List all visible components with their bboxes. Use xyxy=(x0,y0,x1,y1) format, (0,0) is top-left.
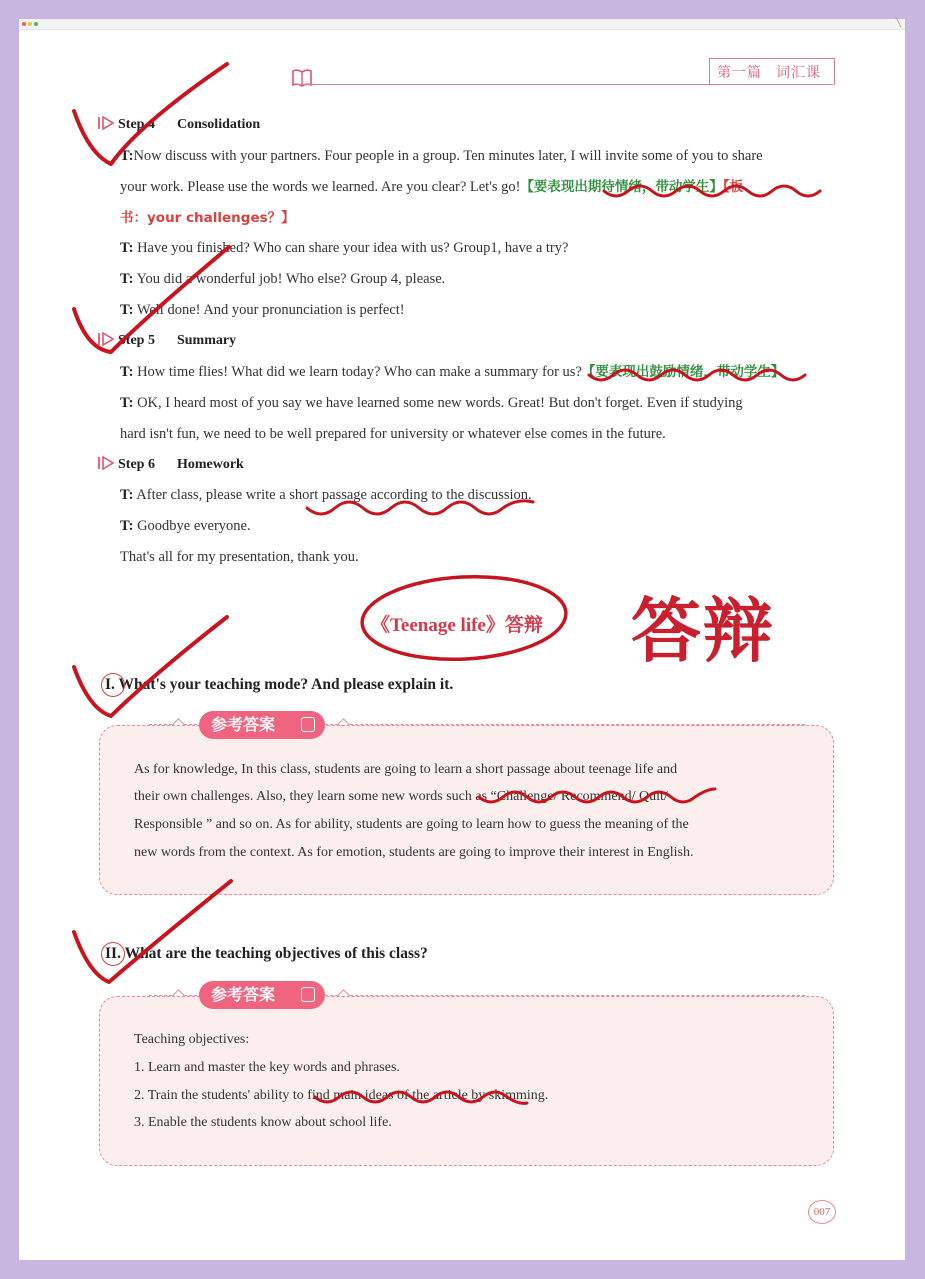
line-text: That's all for my presentation, thank you. xyxy=(120,549,359,565)
badge-label: 参考答案 xyxy=(211,715,276,734)
question-number: II. xyxy=(105,945,121,962)
speaker: T: xyxy=(120,148,134,164)
step-title: Homework xyxy=(176,457,244,472)
line-text: Well done! And your pronunciation is perfect! xyxy=(136,302,405,318)
line-text: Have you finished? Who can share your idea with us? Group1, have a try? xyxy=(137,240,569,256)
checkmark-icon xyxy=(74,247,229,352)
line-text: hard isn't fun, we need to be well prepared for university or whatever else comes in the future. xyxy=(120,426,666,442)
line-text: After class, please write a short passage according to the discussion. xyxy=(136,487,532,503)
document-page xyxy=(19,19,905,1260)
wavy-underline-icon xyxy=(604,186,820,196)
speaker: T: xyxy=(120,240,134,256)
step-label: Step 5 xyxy=(118,333,155,348)
answer-line: their own challenges. Also, they learn some new words such as “Challenge/ Recommend/ Quit/ xyxy=(134,789,668,804)
green-note: 【要表现出鼓励情绪，带动学生】 xyxy=(581,364,785,380)
checkmark-icon xyxy=(74,617,227,716)
speaker: T: xyxy=(120,487,134,503)
speaker: T: xyxy=(120,364,134,380)
checkmark-icon xyxy=(74,881,231,982)
answer-line: Responsible ” and so on. As for ability, students are going to learn how to guess the meaning of the xyxy=(134,817,689,832)
wavy-underline-icon xyxy=(307,501,533,514)
question-text: What are the teaching objectives of this class? xyxy=(124,945,428,962)
badge-label: 参考答案 xyxy=(211,985,276,1004)
handwritten-big-title: 答辩 xyxy=(631,589,775,672)
header-section: 第一篇 xyxy=(717,65,762,81)
checkmark-icon xyxy=(74,64,227,164)
answer-line: As for knowledge, In this class, students are going to learn a short passage about teenage life and xyxy=(134,762,678,777)
wavy-underline-icon xyxy=(589,370,805,380)
line-text: OK, I heard most of you say we have learned some new words. Great! But don't forget. Even if studying xyxy=(137,395,743,411)
step-title: Consolidation xyxy=(176,117,261,132)
answer-line: Teaching objectives: xyxy=(134,1032,250,1047)
line-text: You did a wonderful job! Who else? Group 4, please. xyxy=(136,271,446,287)
step-title: Summary xyxy=(176,333,237,348)
line-text: your work. Please use the words we learned. Are you clear? Let's go! xyxy=(120,179,521,195)
handwriting-overlay xyxy=(19,19,905,1260)
close-x-icon[interactable]: ╲ xyxy=(895,18,901,28)
speaker: T: xyxy=(120,518,134,534)
defense-subtitle: 《Teenage life》答辩 xyxy=(371,615,543,636)
wavy-underline-icon xyxy=(479,789,715,802)
answer-line: 3. Enable the students know about school life. xyxy=(134,1115,392,1130)
speaker: T: xyxy=(120,271,134,287)
line-text: Goodbye everyone. xyxy=(137,518,251,534)
circle-mark-icon xyxy=(360,572,568,665)
red-note: 书：your challenges？】 xyxy=(120,210,295,226)
header-category: 词汇课 xyxy=(776,65,821,81)
page-number: 007 xyxy=(808,1200,836,1224)
step-label: Step 6 xyxy=(118,457,155,472)
question-text: What's your teaching mode? And please explain it. xyxy=(118,676,454,693)
answer-line: new words from the context. As for emotion, students are going to improve their interest in English. xyxy=(134,845,694,860)
wavy-underline-icon xyxy=(315,1092,527,1103)
speaker: T: xyxy=(120,395,134,411)
line-text: Now discuss with your partners. Four people in a group. Ten minutes later, I will invite some of you to share xyxy=(133,148,763,164)
speaker: T: xyxy=(120,302,134,318)
step-label: Step 4 xyxy=(118,117,155,132)
green-note: 【要表现出期待情绪，带动学生】 xyxy=(520,179,723,195)
red-note: 【板 xyxy=(722,179,744,195)
answer-line: 1. Learn and master the key words and phrases. xyxy=(134,1060,400,1075)
question-number: I. xyxy=(105,676,115,693)
line-text: How time flies! What did we learn today? Who can make a summary for us? xyxy=(137,364,582,380)
answer-line: 2. Train the students' ability to find main ideas of the article by skimming. xyxy=(134,1088,549,1103)
